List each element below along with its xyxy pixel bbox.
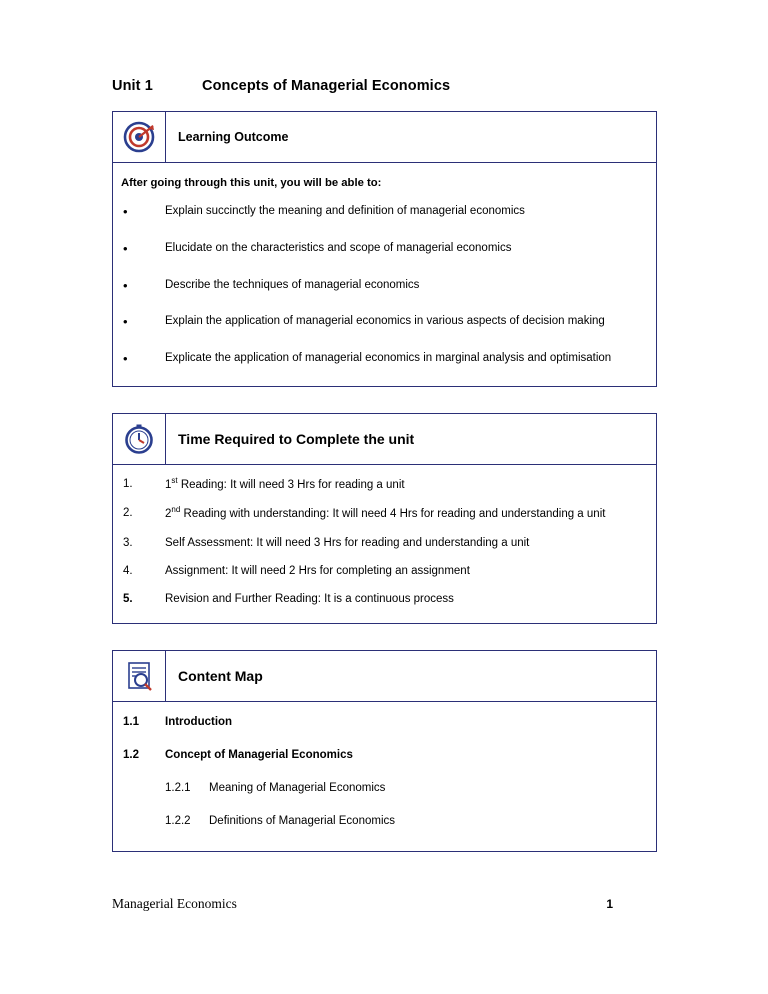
content-map-title: Content Map — [178, 667, 263, 684]
bullet-icon: • — [123, 277, 128, 293]
time-required-header — [113, 414, 656, 465]
page-number: 1 — [606, 897, 613, 911]
list-item-number: 1.2 — [123, 748, 139, 761]
content-map-list — [119, 714, 644, 831]
time-required-title: Time Required to Complete the unit — [178, 431, 415, 448]
list-item — [119, 203, 644, 221]
list-item-text: Describe the techniques of managerial economics — [165, 278, 420, 291]
clock-icon — [113, 414, 166, 464]
time-required-box — [112, 413, 657, 624]
list-item — [119, 534, 644, 552]
list-item — [119, 714, 644, 731]
list-item-text: Explain the application of managerial economics in various aspects of decision making — [165, 315, 605, 328]
list-item-text: Explicate the application of managerial economics in marginal analysis and optimisation — [165, 352, 612, 365]
content-map-box — [112, 650, 657, 852]
time-required-list — [119, 475, 644, 609]
list-item-text: Revision and Further Reading: It is a continuous process — [165, 593, 454, 606]
list-item-text: Explain succinctly the meaning and definition of managerial economics — [165, 205, 525, 217]
list-item-number: 2. — [123, 507, 133, 520]
list-item-superscript: nd — [171, 505, 181, 515]
list-item-prefix: 1 — [165, 478, 172, 491]
footer-title: Managerial Economics — [112, 896, 237, 911]
list-item — [119, 780, 644, 797]
target-icon — [113, 112, 166, 162]
list-item-number: 3. — [123, 536, 133, 549]
list-item — [119, 747, 644, 764]
list-item — [119, 562, 644, 580]
list-item — [119, 240, 644, 258]
list-item — [119, 277, 644, 295]
list-item-text: Reading with understanding: It will need 4 Hrs for reading and understanding a unit — [180, 508, 606, 521]
unit-title-text: Concepts of Managerial Economics — [202, 78, 451, 94]
content-map-body — [113, 702, 656, 851]
learning-outcome-title: Learning Outcome — [178, 130, 289, 144]
content-map-header — [113, 651, 656, 702]
list-item-text: Concept of Managerial Economics — [165, 748, 353, 761]
bullet-icon: • — [123, 314, 128, 330]
learning-outcome-box — [112, 111, 657, 387]
list-item-superscript: st — [171, 476, 178, 486]
time-required-body — [113, 465, 656, 623]
list-item — [119, 590, 644, 608]
list-item — [119, 350, 644, 368]
list-item — [119, 313, 644, 331]
list-item-text: Elucidate on the characteristics and scope of managerial economics — [165, 241, 512, 254]
document-search-icon — [113, 651, 166, 701]
bullet-icon: • — [123, 351, 128, 367]
learning-outcome-list — [119, 203, 644, 368]
list-item-text: Self Assessment: It will need 3 Hrs for reading and understanding a unit — [165, 536, 530, 549]
list-item — [119, 813, 644, 830]
learning-outcome-body — [113, 163, 656, 386]
list-item — [119, 475, 644, 494]
list-item-text: Introduction — [165, 715, 233, 728]
bullet-icon: • — [123, 240, 128, 256]
bullet-icon: • — [123, 204, 128, 219]
list-item-text: Assignment: It will need 2 Hrs for completing an assignment — [165, 564, 470, 577]
list-item-text: Reading: It will need 3 Hrs for reading a unit — [177, 478, 405, 491]
learning-outcome-intro: After going through this unit, you will be able to: — [121, 177, 382, 189]
list-item-text: Definitions of Managerial Economics — [209, 815, 396, 828]
page-content — [112, 78, 657, 878]
learning-outcome-header — [113, 112, 656, 163]
list-item-text: Meaning of Managerial Economics — [209, 782, 386, 795]
unit-label: Unit 1 — [112, 78, 153, 94]
page-footer — [112, 896, 657, 912]
list-item-number: 1.2.1 — [165, 782, 191, 795]
list-item-number: 1.2.2 — [165, 815, 191, 828]
list-item-number: 4. — [123, 564, 133, 577]
list-item-prefix: 2 — [165, 508, 172, 521]
list-item-number: 1. — [123, 478, 133, 491]
list-item-number: 1.1 — [123, 715, 139, 728]
page-title — [112, 78, 657, 94]
list-item — [119, 504, 644, 523]
list-item-number: 5. — [123, 593, 133, 606]
